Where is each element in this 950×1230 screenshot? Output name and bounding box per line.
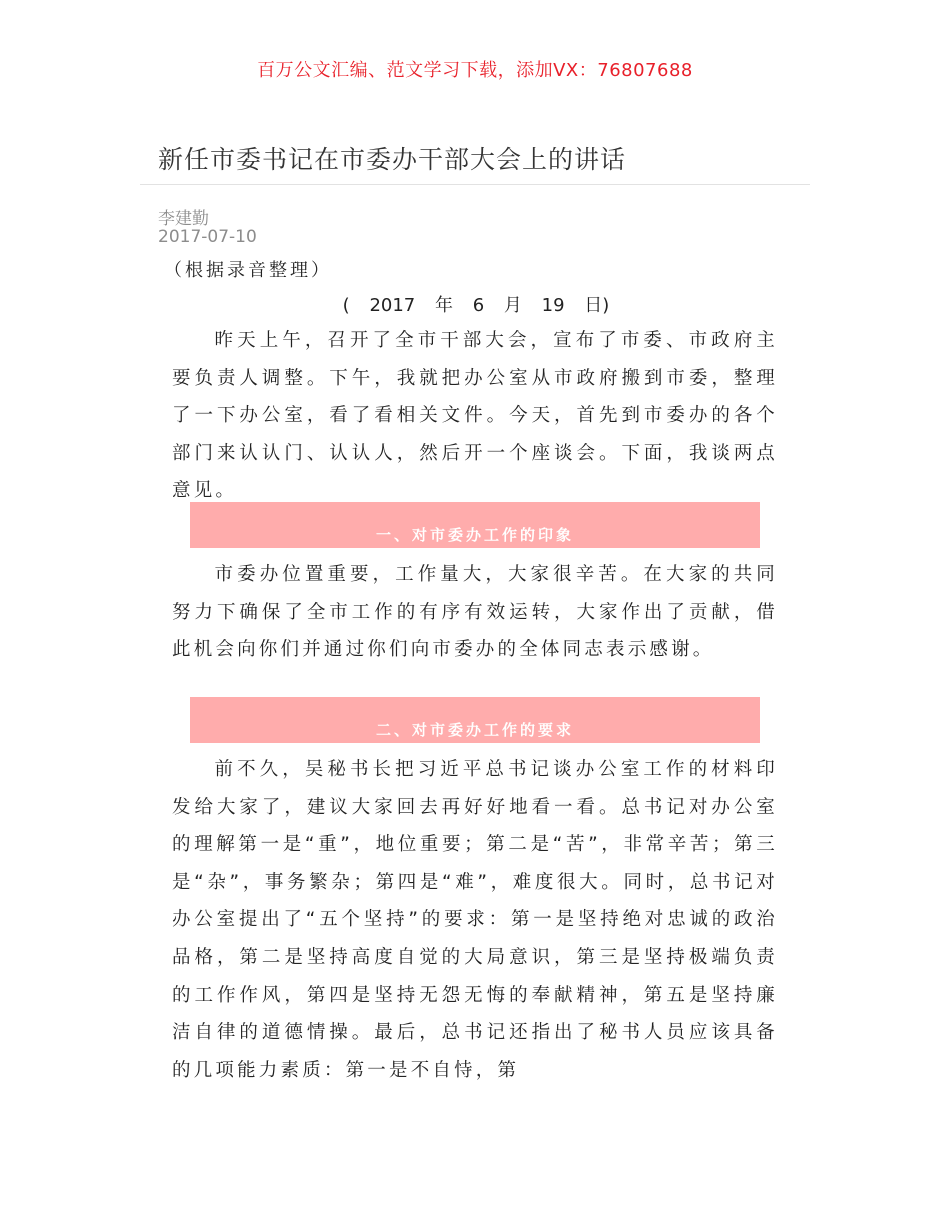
- paragraph-intro: 昨天上午，召开了全市干部大会，宣布了市委、市政府主要负责人调整。下午，我就把办公室从市政府搬到市委，整理了一下办公室，看了看相关文件。今天，首先到市委办的各个部门来认认门、认认人，然后开一个座谈会。下面，我谈两点意见。: [172, 330, 778, 502]
- title-divider: [140, 184, 810, 185]
- article-date: 2017-07-10: [158, 227, 257, 247]
- speech-date-open: (: [342, 295, 350, 316]
- section-heading-2-label: 二、对市委办工作的要求: [375, 721, 574, 739]
- speech-date-day-unit: 日): [584, 295, 610, 316]
- paragraph-requirements: 前不久，吴秘书长把习近平总书记谈办公室工作的材料印发给大家了，建议大家回去再好好地看一看。总书记对办公室的理解第一是“重”，地位重要；第二是“苦”，非常辛苦；第三是“杂”，事务繁杂；第四是“难”，难度很大。同时，总书记对办公室提出了“五个坚持”的要求：第一是坚持绝对忠诚的政治品格，第二是坚持高度自觉的大局意识，第三是坚持极端负责的工作作风，第四是坚持无怨无悔的奉献精神，第五是坚持廉洁自律的道德情操。最后，总书记还指出了秘书人员应该具备的几项能力素质：第一是不自恃，第: [172, 759, 778, 1081]
- promo-banner: 百万公文汇编、范文学习下载，添加VX：76807688: [257, 60, 693, 81]
- article-title: 新任市委书记在市委办干部大会上的讲话: [158, 145, 627, 174]
- speech-date-month-unit: 月: [503, 295, 522, 316]
- speech-date-month: 6: [472, 295, 485, 316]
- speech-date-day: 19: [541, 295, 565, 316]
- section-heading-1-label: 一、对市委办工作的印象: [375, 526, 574, 544]
- speech-date-year-unit: 年: [434, 295, 453, 316]
- speech-date-year: 2017: [369, 295, 416, 316]
- speech-date: [174, 291, 778, 317]
- section-heading-1: [190, 502, 760, 548]
- paragraph-impression: 市委办位置重要，工作量大，大家很辛苦。在大家的共同努力下确保了全市工作的有序有效运转，大家作出了贡献，借此机会向你们并通过你们向市委办的全体同志表示感谢。: [172, 564, 778, 661]
- transcript-note: （根据录音整理）: [164, 260, 332, 281]
- article-author: 李建勤: [158, 209, 209, 229]
- section-heading-2: [190, 697, 760, 743]
